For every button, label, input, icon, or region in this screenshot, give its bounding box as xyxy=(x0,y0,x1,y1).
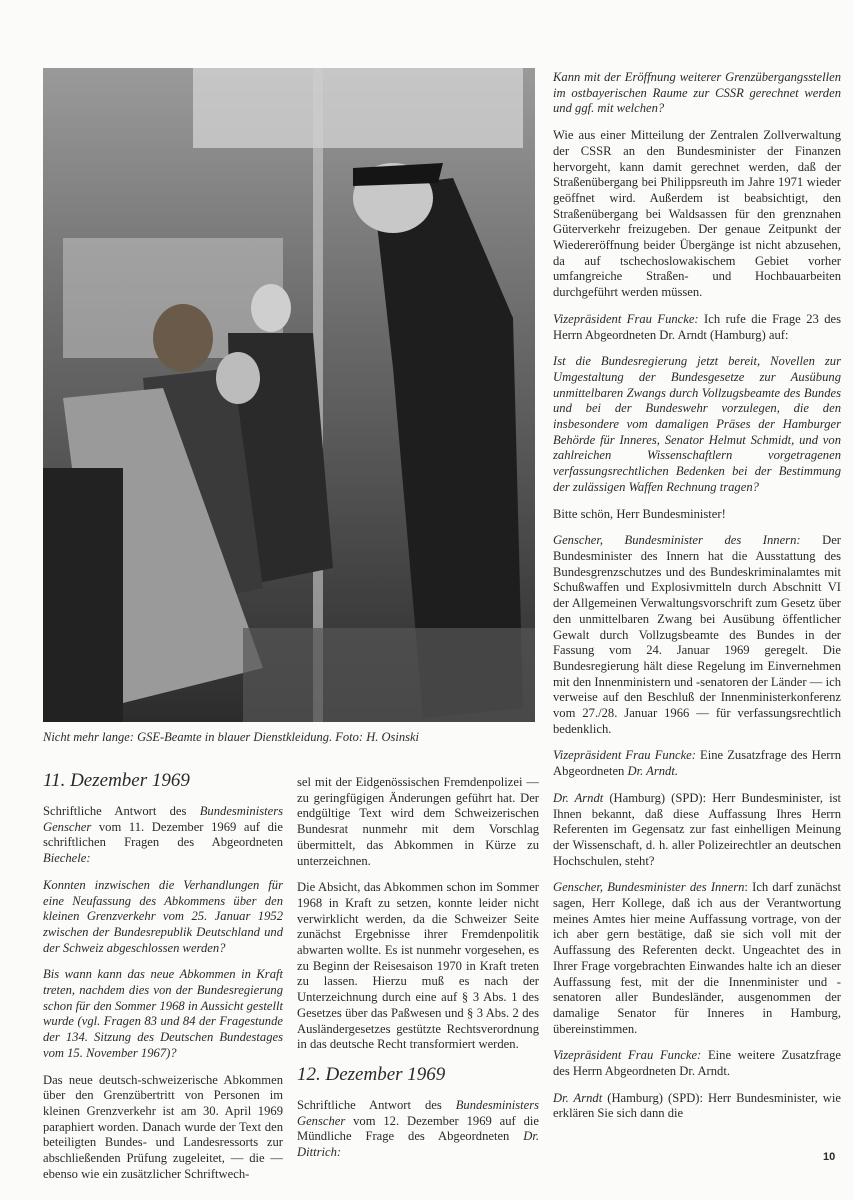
paragraph xyxy=(553,1048,841,1079)
section-date-heading: 12. Dezember 1969 xyxy=(297,1063,446,1085)
italic-text: Bundesministers Genscher xyxy=(297,1097,539,1128)
photo-bus-interior xyxy=(43,68,535,722)
body-text: Eine Zusatzfrage des Herrn Abgeordneten xyxy=(553,748,841,779)
paragraph xyxy=(553,533,841,737)
italic-text: Dr. Arndt. xyxy=(627,764,679,779)
text-column-right xyxy=(553,70,841,1133)
italic-text: Genscher, Bundesminister des Innern xyxy=(553,880,745,895)
paragraph xyxy=(553,1091,841,1122)
body-text: Schriftliche Antwort des xyxy=(43,804,200,818)
paragraph xyxy=(553,791,841,870)
body-text: sel mit der Eidgenössischen Fremdenpolizei — zu geringfügigen Änderungen geführt hat. Der endgültige Text wird dem Schweizerischen Bundesrat nunmehr mit dem Vorschlag übermittelt, das Abkommen in Kürze zu unterzeichnen. xyxy=(297,775,539,868)
italic-text: Vizepräsident Frau Funcke: xyxy=(553,311,699,326)
body-text: Ich rufe die Frage 23 des Herrn Abgeordneten Dr. Arndt (Hamburg) auf: xyxy=(553,311,841,342)
paragraph xyxy=(43,967,283,1061)
body-text: vom 11. Dezember 1969 auf die schriftlichen Fragen des Abgeordneten xyxy=(43,819,283,850)
body-text: Schriftliche Antwort des xyxy=(297,1097,456,1112)
italic-text: Biechele: xyxy=(43,851,91,866)
paragraph xyxy=(43,878,283,957)
body-text: vom 12. Dezember 1969 auf die Mündliche Frage des Abgeordneten xyxy=(297,1113,539,1144)
italic-text: Dr. Arndt xyxy=(553,1090,603,1105)
body-text: Die Absicht, das Abkommen schon im Sommer 1968 in Kraft zu setzen, konnte leider nicht verwirklicht werden, da die Schweizer Seite zunächst Ergebnisse ihrer Fremdenpolitik abwarten wollte. Es ist nunmehr vorgesehen, es zu Beginn der Reisesaison 1970 in Kraft treten zu lassen. Hierzu muß es nach der Unterzeichnung durch eine auf § 3 Abs. 1 des Gesetzes über das Paßwesen und § 3 Abs. 2 des Ausländergesetzes gestützte Rechtsverordnung in das deutsche Recht transformiert werden. xyxy=(297,880,539,1052)
italic-text: Dr. Arndt xyxy=(553,790,604,805)
paragraph xyxy=(553,70,841,117)
paragraph xyxy=(297,1098,539,1161)
paragraph xyxy=(553,354,841,495)
italic-text: Dr. Dittrich: xyxy=(297,1129,539,1160)
text-column-middle xyxy=(297,775,539,1172)
paragraph xyxy=(297,775,539,869)
paragraph xyxy=(553,128,841,301)
section-date-heading: 11. Dezember 1969 xyxy=(43,770,190,791)
body-text: Wie aus einer Mitteilung der Zentralen Zollverwaltung der CSSR an den Bundesminister der Finanzen hervorgeht, kann damit gerechnet werden, daß der Straßenübergang bei Philippsreuth im Jahre 1971 wieder geöffnet wird. Außerdem ist beabsichtigt, den Straßenübergang bei Waldsassen für den grenznahen Güterverkehr freizugeben. Der genaue Zeitpunkt der Wiedereröffnung beider Übergänge ist nicht abzusehen, da auf tschechoslowakischem Gebiet vorher umfangreiche Straßen- und Hochbauarbeiten durchgeführt werden müssen. xyxy=(553,128,841,300)
body-text: Bitte schön, Herr Bundesminister! xyxy=(553,506,726,521)
paragraph xyxy=(553,748,841,779)
italic-text: Bundesministers Genscher xyxy=(43,804,283,834)
photo-caption: Nicht mehr lange: GSE-Beamte in blauer Dienstkleidung. Foto: H. Osinski xyxy=(43,730,419,744)
body-text: Eine weitere Zusatzfrage des Herrn Abgeordneten Dr. Arndt. xyxy=(553,1048,841,1079)
italic-text: Kann mit der Eröffnung weiterer Grenzübergangsstellen im ostbayerischen Raume zur CSSR gerechnet werden und ggf. mit welchen? xyxy=(553,70,841,116)
paragraph xyxy=(553,880,841,1037)
paragraph xyxy=(43,804,283,867)
italic-text: Vizepräsident Frau Funcke: xyxy=(553,1048,702,1063)
italic-text: Bis wann kann das neue Abkommen in Kraft treten, nachdem dies von der Bundesregierung schon für den Sommer 1968 in Aussicht gestellt wurde (vgl. Fragen 83 und 84 der Fragestunde der 134. Sitzung des Deutschen Bundestages vom 15. November 1967)? xyxy=(43,967,283,1060)
body-text: (Hamburg) (SPD): Herr Bundesminister, wie erklären Sie sich dann die xyxy=(553,1090,841,1121)
body-text: (Hamburg) (SPD): Herr Bundesminister, ist Ihnen bekannt, daß diese Auffassung Ihres Herrn Referenten im Gegensatz zur fast einhelligen Meinung der Wissenschaft, d. h. aller Polizeirechtler an deutschen Hochschulen, steht? xyxy=(553,790,841,868)
paragraph xyxy=(553,312,841,343)
paragraph xyxy=(553,507,841,523)
body-text: Der Bundesminister des Innern hat die Ausstattung des Bundesgrenzschutzes und des Bundeskriminalamtes mit Schußwaffen und Explosivmitteln durch Abschnitt VI der Allgemeinen Verwaltungsvorschrift zum Gesetz über den unmittelbaren Zwang bei Ausübung öffentlicher Gewalt durch Vollzugsbeamte des Bundes in der Fassung vom 24. Januar 1969 geregelt. Die Bundesregierung hält diese Regelung im Einvernehmen mit den Innenministern und -senatoren der Länder — ich verweise auf den Beschluß der Innenministerkonferenz vom 27./28. Januar 1966 — für verfassungsrechtlich bedenklich. xyxy=(553,533,842,736)
photo-image xyxy=(43,68,535,722)
italic-text: Vizepräsident Frau Funcke: xyxy=(553,748,696,763)
body-text: : Ich darf zunächst sagen, Herr Kollege, daß ich aus der Verantwortung meines Amtes hier meine Auffassung vortrage, von der ich aber gern bestätige, daß sie sich voll mit der Auffassung des Referenten deckt. Ungeachtet des in Ihrer Frage vorgebrachten Einwandes halte ich an dieser Auffassung fest, mit der die Innenminister und -senatoren aller Bundesländer, ausgenommen der damalige Senator für Inneres in Hamburg, übereinstimmen. xyxy=(553,880,841,1036)
paragraph xyxy=(43,1073,283,1183)
page-number: 10 xyxy=(823,1151,836,1163)
text-column-left xyxy=(43,770,283,1193)
paragraph xyxy=(297,880,539,1053)
body-text: Das neue deutsch-schweizerische Abkommen über den Grenzübertritt von Personen im kleinen Grenzverkehr ist am 30. April 1969 paraphiert worden. Danach wurde der Text den beteiligten Bundes- und Landesressorts zur abschließenden Prüfung zugeleitet, — die — ebenso wie ein zusätzlicher Schriftwech- xyxy=(43,1072,283,1181)
italic-text: Ist die Bundesregierung jetzt bereit, Novellen zur Umgestaltung der Bundesgesetze zur Ausübung unmittelbaren Zwangs durch Vollzugsbeamte des Bundes und bei der Bundeswehr vorzulegen, die den insbesondere vom damaligen Präses der Hamburger Behörde für Inneres, Senator Helmut Schmidt, und von zahlreichen Wissenschaftlern vorgetragenen verfassungsrechtlichen Bedenken bei der Bestimmung der zulässigen Waffen Rechnung tragen? xyxy=(553,354,841,494)
italic-text: Genscher, Bundesminister des Innern: xyxy=(553,533,801,548)
italic-text: Konnten inzwischen die Verhandlungen für eine Neufassung des Abkommens über den kleinen Grenzverkehr vom 25. Januar 1952 zwischen der Bundesrepublik Deutschland und der Schweiz abgeschlossen werden? xyxy=(43,877,283,955)
